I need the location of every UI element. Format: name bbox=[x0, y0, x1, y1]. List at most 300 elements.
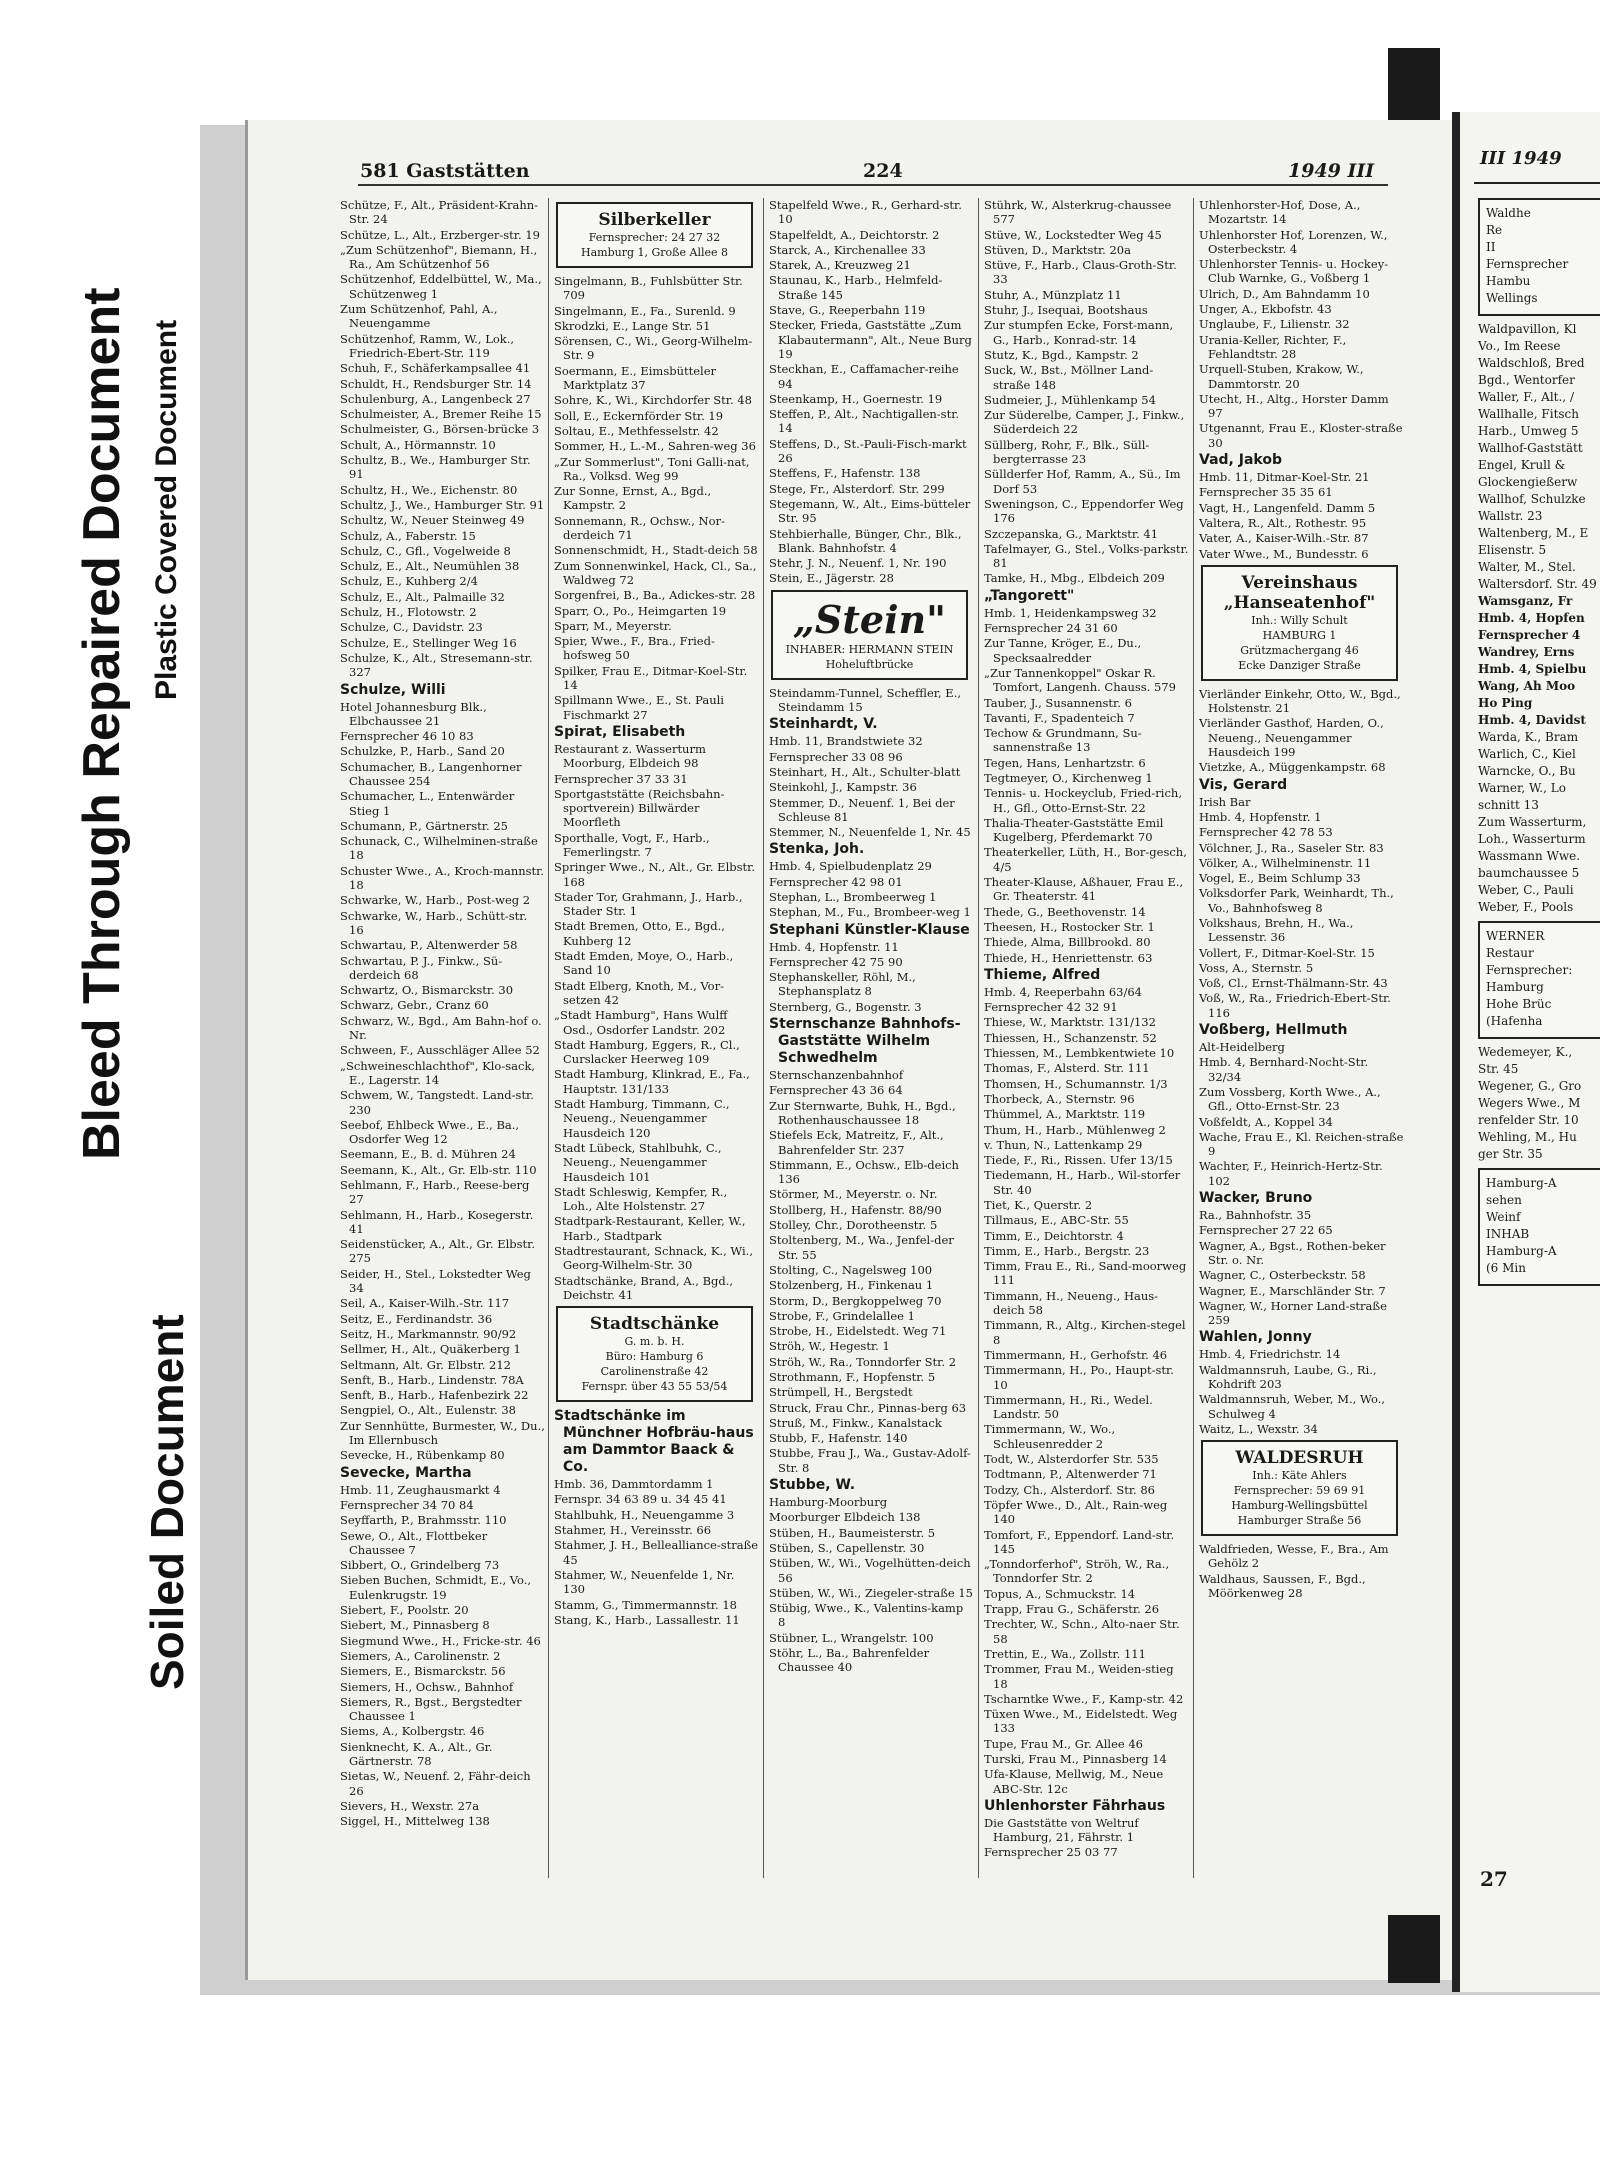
directory-entry: Steffens, F., Hafenstr. 138 bbox=[769, 466, 921, 481]
directory-entry: Schumann, P., Gärtnerstr. 25 bbox=[340, 818, 508, 833]
right-ad-box bbox=[1478, 1168, 1600, 1286]
ad-line: Fernspr. über 43 55 53/54 bbox=[581, 1380, 728, 1394]
right-entry: Weber, C., Pauli bbox=[1478, 883, 1574, 897]
directory-entry: Seider, H., Stel., Lokstedter Weg 34 bbox=[340, 1266, 531, 1296]
bleed-through-label: Bleed Through Repaired Document bbox=[73, 287, 131, 1160]
directory-entry: Starek, A., Kreuzweg 21 bbox=[769, 258, 911, 273]
directory-entry: Stüben, W., Wi., Vogelhütten-deich 56 bbox=[769, 1556, 971, 1585]
right-entry: ger Str. 35 bbox=[1478, 1147, 1543, 1161]
directory-entry: Schulz, E., Alt., Neumühlen 38 bbox=[340, 559, 520, 574]
directory-entry: Stein, E., Jägerstr. 28 bbox=[769, 571, 894, 586]
directory-entry: Tamke, H., Mbg., Elbdeich 209 bbox=[984, 571, 1165, 586]
directory-entry: Stadt Schleswig, Kempfer, R., Loh., Alte Holstenstr. 27 bbox=[554, 1184, 728, 1214]
directory-entry: Schwem, W., Tangstedt. Land-str. 230 bbox=[340, 1088, 534, 1117]
entry-heading: Sevecke, Martha bbox=[340, 1464, 472, 1481]
directory-entry: Schulz, E., Kuhberg 2/4 bbox=[340, 574, 478, 589]
right-entry: Vo., Im Reese bbox=[1478, 339, 1561, 353]
directory-entry: Fernsprecher 33 08 96 bbox=[769, 749, 903, 764]
directory-entry: Steffens, D., St.-Pauli-Fisch-markt 26 bbox=[769, 436, 967, 466]
directory-entry: Schwartau, P. J., Finkw., Sü-derdeich 68 bbox=[340, 953, 503, 982]
directory-entry: Sorgenfrei, B., Ba., Adickes-str. 28 bbox=[554, 588, 756, 603]
right-entry: baumchaussee 5 bbox=[1478, 866, 1580, 880]
directory-entry: „Zur Sommerlust", Toni Galli-nat, Ra., Volksd. Weg 99 bbox=[554, 454, 750, 483]
right-entry: Elisenstr. 5 bbox=[1478, 543, 1547, 557]
ad-line: Fernsprecher: 59 69 91 bbox=[1233, 1484, 1366, 1498]
directory-entry: Hotel Johannesburg Blk., Elbchaussee 21 bbox=[340, 699, 487, 728]
directory-entry: Hmb. 4, Reeperbahn 63/64 bbox=[984, 984, 1142, 999]
directory-entry: Fernspr. 34 63 89 u. 34 45 41 bbox=[554, 1492, 727, 1507]
directory-entry: Stüven, D., Marktstr. 20a bbox=[984, 242, 1131, 257]
directory-entry: Waitz, L., Wexstr. 34 bbox=[1199, 1421, 1318, 1436]
directory-entry: Stahmer, W., Neuenfelde 1, Nr. 130 bbox=[554, 1567, 735, 1597]
directory-entry: Strümpell, H., Bergstedt bbox=[769, 1385, 913, 1400]
directory-entry: Stadtschänke, Brand, A., Bgd., Deichstr. 41 bbox=[554, 1273, 734, 1302]
directory-entry: Stegemann, W., Alt., Eims-bütteler Str. 95 bbox=[769, 496, 971, 526]
entry-heading: Vis, Gerard bbox=[1199, 776, 1288, 793]
directory-entry: Starck, A., Kirchenallee 33 bbox=[769, 242, 926, 257]
directory-entry: Moorburger Elbdeich 138 bbox=[769, 1510, 921, 1525]
directory-entry: Springer Wwe., N., Alt., Gr. Elbstr. 168 bbox=[554, 860, 756, 889]
right-entry-heading: Wamsganz, Fr bbox=[1478, 594, 1573, 608]
directory-entry: Stöhr, L., Ba., Bahrenfelder Chaussee 40 bbox=[769, 1646, 930, 1675]
directory-entry: „Tonndorferhof", Ströh, W., Ra., Tonndorfer Str. 2 bbox=[984, 1557, 1170, 1586]
directory-entry: Stolzenberg, H., Finkenau 1 bbox=[769, 1278, 934, 1293]
directory-entry: Sehlmann, F., Harb., Reese-berg 27 bbox=[340, 1178, 530, 1207]
directory-entry: Wachter, F., Heinrich-Hertz-Str. 102 bbox=[1199, 1159, 1383, 1188]
right-entry: Wehling, M., Hu bbox=[1478, 1130, 1577, 1144]
directory-entry: Schütze, L., Alt., Erzberger-str. 19 bbox=[340, 227, 540, 242]
directory-entry: Schützenhof, Ramm, W., Lok., Friedrich-Ebert-Str. 119 bbox=[340, 331, 515, 360]
directory-entry: Stave, G., Reeperbahn 119 bbox=[769, 303, 926, 318]
directory-entry: Stahmer, J. H., Bellealliance-straße 45 bbox=[554, 1538, 759, 1567]
ad-line: HAMBURG 1 bbox=[1262, 628, 1337, 642]
directory-entry: Voß, Cl., Ernst-Thälmann-Str. 43 bbox=[1199, 976, 1388, 991]
directory-entry: Hmb. 4, Hopfenstr. 1 bbox=[1199, 809, 1322, 824]
directory-entry: Trettin, E., Wa., Zollstr. 111 bbox=[984, 1646, 1146, 1661]
directory-entry: Schulze, E., Stellinger Weg 16 bbox=[340, 635, 517, 650]
directory-entry: Tafelmayer, G., Stel., Volks-parkstr. 81 bbox=[984, 541, 1189, 571]
directory-entry: Stephanskeller, Röhl, M., Stephansplatz 8 bbox=[769, 970, 916, 999]
directory-entry: Trechter, W., Schn., Alto-naer Str. 58 bbox=[984, 1617, 1180, 1646]
directory-entry: Stemmer, D., Neuenf. 1, Bei der Schleuse 81 bbox=[769, 795, 955, 824]
directory-entry: Fernsprecher 37 33 31 bbox=[554, 771, 688, 786]
advertisement-silberkeller bbox=[556, 202, 753, 268]
directory-entry: Wagner, C., Osterbeckstr. 58 bbox=[1199, 1268, 1366, 1283]
right-entry-heading: Wandrey, Erns bbox=[1478, 645, 1575, 659]
directory-entry: Siems, A., Kolbergstr. 46 bbox=[340, 1724, 485, 1739]
directory-entry: Schultz, B., We., Hamburger Str. 91 bbox=[340, 453, 531, 482]
directory-entry: „Stadt Hamburg", Hans Wulff Osd., Osdorfer Landstr. 202 bbox=[554, 1008, 728, 1037]
directory-entry: Ra., Bahnhofstr. 35 bbox=[1199, 1208, 1312, 1223]
ad-line: Grützmachergang 46 bbox=[1240, 643, 1359, 657]
directory-entry: Thiede, Alma, Billbrookd. 80 bbox=[984, 935, 1151, 950]
directory-entry: Zum Vossberg, Korth Wwe., A., Gfl., Otto-Ernst-Str. 23 bbox=[1199, 1084, 1381, 1114]
directory-entry: Valtera, R., Alt., Rothestr. 95 bbox=[1199, 515, 1367, 530]
directory-entry: Zur Tanne, Kröger, E., Du., Specksaalredder bbox=[984, 636, 1142, 665]
ad-title: „Stein" bbox=[793, 596, 946, 642]
directory-entry: Timmermann, W., Wo., Schleusenredder 2 bbox=[984, 1422, 1116, 1451]
ad-line: Carolinenstraße 42 bbox=[600, 1365, 709, 1379]
directory-entry: Senft, B., Harb., Lindenstr. 78A bbox=[340, 1372, 524, 1387]
ad-line: Hoheluftbrücke bbox=[825, 657, 914, 671]
header-year: 1949 III bbox=[1288, 160, 1375, 182]
directory-entry: Schulz, A., Faberstr. 15 bbox=[340, 528, 476, 543]
directory-entry: Schuster Wwe., A., Kroch-mannstr. 18 bbox=[340, 863, 545, 893]
directory-entry: Tupe, Frau M., Gr. Allee 46 bbox=[984, 1736, 1143, 1751]
directory-entry: Waldmannsruh, Weber, M., Wo., Schulweg 4 bbox=[1199, 1392, 1386, 1421]
directory-entry: Stadt Bremen, Otto, E., Bgd., Kuhberg 12 bbox=[554, 919, 725, 948]
directory-entry: Timm, E., Harb., Bergstr. 23 bbox=[984, 1243, 1150, 1258]
directory-entry: Timmermann, H., Ri., Wedel. Landstr. 50 bbox=[984, 1392, 1153, 1422]
directory-entry: Stüben, W., Wi., Ziegeler-straße 15 bbox=[769, 1585, 973, 1600]
right-entry: Wedemeyer, K., bbox=[1478, 1045, 1573, 1059]
directory-entry: Steindamm-Tunnel, Scheffler, E., Steindamm 15 bbox=[769, 685, 962, 715]
directory-entry: Stephan, M., Fu., Brombeer-weg 1 bbox=[769, 905, 971, 920]
right-ad-line: Fernsprecher bbox=[1486, 257, 1569, 271]
directory-entry: Stuhr, A., Münzplatz 11 bbox=[984, 287, 1122, 302]
directory-entry: Sommer, H., L.-M., Sahren-weg 36 bbox=[554, 439, 756, 454]
right-page-header: III 1949 bbox=[1480, 148, 1562, 169]
directory-entry: Schultz, J., We., Hamburger Str. 91 bbox=[340, 497, 545, 512]
directory-entry: Vierländer Gasthof, Harden, O., Neueng., Neuengammer Hausdeich 199 bbox=[1199, 716, 1384, 760]
directory-entry: Schulz, H., Flotowstr. 2 bbox=[340, 605, 477, 620]
directory-entry: Siegmund Wwe., H., Fricke-str. 46 bbox=[340, 1633, 541, 1648]
ad-title: Vereinshaus „Hanseatenhof" bbox=[1223, 572, 1376, 613]
header-page-number: 224 bbox=[863, 160, 903, 182]
directory-entry: Sörensen, C., Wi., Georg-Wilhelm-Str. 9 bbox=[554, 334, 753, 363]
directory-entry: Voss, A., Sternstr. 5 bbox=[1199, 960, 1314, 975]
ad-line: Büro: Hamburg 6 bbox=[605, 1350, 704, 1364]
directory-entry: Fernsprecher 24 31 60 bbox=[984, 621, 1118, 636]
directory-entry: Alt-Heidelberg bbox=[1199, 1040, 1285, 1055]
directory-entry: Stührk, W., Alsterkrug-chaussee 577 bbox=[984, 198, 1172, 227]
directory-entry: Turski, Frau M., Pinnasberg 14 bbox=[984, 1751, 1167, 1766]
directory-entry: Zum Schützenhof, Pahl, A., Neuengamme bbox=[340, 302, 498, 331]
directory-entry: Vierländer Einkehr, Otto, W., Bgd., Holstenstr. 21 bbox=[1199, 686, 1401, 716]
right-page bbox=[1452, 112, 1600, 1992]
directory-entry: Fernsprecher 35 35 61 bbox=[1199, 485, 1333, 500]
right-entry-heading: Hmb. 4, Davidst bbox=[1478, 713, 1586, 727]
directory-entry: Hmb. 4, Friedrichstr. 14 bbox=[1199, 1347, 1341, 1362]
directory-entry: Stuhr, J., Isequai, Bootshaus bbox=[984, 303, 1148, 318]
directory-entry: Stang, K., Harb., Lassallestr. 11 bbox=[554, 1612, 740, 1627]
directory-entry: „Zum Schützenhof", Biemann, H., Ra., Am Schützenhof 56 bbox=[340, 242, 538, 272]
directory-entry: Staunau, K., Harb., Helmfeld-Straße 145 bbox=[769, 273, 943, 302]
ad-line: Inh.: Käte Ahlers bbox=[1252, 1469, 1347, 1483]
directory-entry: Singelmann, B., Fuhlsbütter Str. 709 bbox=[554, 274, 743, 303]
ad-line: G. m. b. H. bbox=[624, 1335, 685, 1349]
directory-entry: Sonnenschmidt, H., Stadt-deich 58 bbox=[554, 543, 758, 558]
right-page-number: 27 bbox=[1480, 1867, 1508, 1891]
directory-entry: Stübig, Wwe., K., Valentins-kamp 8 bbox=[769, 1601, 964, 1630]
directory-entry: Schwarke, W., Harb., Post-weg 2 bbox=[340, 893, 531, 908]
directory-entry: Timmann, R., Altg., Kirchen-stegel 8 bbox=[984, 1318, 1186, 1347]
directory-entry: Singelmann, E., Fa., Surenld. 9 bbox=[554, 303, 736, 318]
directory-entry: Schwartau, P., Altenwerder 58 bbox=[340, 938, 518, 953]
directory-entry: Soll, E., Eckernförder Str. 19 bbox=[554, 408, 724, 423]
binding-clip-top bbox=[1388, 48, 1440, 120]
column-3 bbox=[769, 198, 974, 1878]
directory-entry: Fernsprecher 27 22 65 bbox=[1199, 1223, 1333, 1238]
directory-entry: Stübner, L., Wrangelstr. 100 bbox=[769, 1630, 934, 1645]
directory-entry: Fernsprecher 34 70 84 bbox=[340, 1497, 474, 1512]
directory-entry: Thümmel, A., Marktstr. 119 bbox=[984, 1107, 1146, 1122]
directory-entry: Stolley, Chr., Dorotheenstr. 5 bbox=[769, 1218, 938, 1233]
right-entry: Wassmann Wwe. bbox=[1478, 849, 1581, 863]
directory-entry: Schütze, F., Alt., Präsident-Krahn-Str. 24 bbox=[340, 198, 539, 227]
directory-entry: Schween, F., Ausschläger Allee 52 bbox=[340, 1043, 540, 1058]
right-ad-line: Hohe Brüc bbox=[1486, 997, 1552, 1011]
right-ad-line: sehen bbox=[1486, 1193, 1522, 1207]
directory-entry: Zur Sternwarte, Buhk, H., Bgd., Rothenhauschaussee 18 bbox=[769, 1098, 956, 1127]
directory-entry: Stolting, C., Nagelsweg 100 bbox=[769, 1262, 933, 1277]
directory-entry: Sieben Buchen, Schmidt, E., Vo., Eulenkrugstr. 19 bbox=[340, 1573, 532, 1602]
directory-entry: Thiese, W., Marktstr. 131/132 bbox=[984, 1015, 1156, 1030]
right-entry-heading: Wang, Ah Moo bbox=[1478, 679, 1576, 693]
directory-entry: Süllderfer Hof, Ramm, A., Sü., Im Dorf 53 bbox=[984, 467, 1181, 496]
right-entry: Waltersdorf. Str. 49 bbox=[1478, 577, 1597, 591]
right-entry: Waller, F., Alt., / bbox=[1478, 390, 1574, 404]
ad-line: Fernsprecher: 24 27 32 bbox=[588, 231, 721, 244]
right-ad-line: Restaur bbox=[1486, 946, 1534, 960]
directory-entry: Timmermann, H., Gerhofstr. 46 bbox=[984, 1347, 1168, 1362]
right-ad-box bbox=[1478, 921, 1600, 1039]
directory-entry: Sibbert, O., Grindelberg 73 bbox=[340, 1558, 500, 1573]
directory-entry: Schultz, H., We., Eichenstr. 80 bbox=[340, 482, 518, 497]
directory-entry: Stehbierhalle, Bünger, Chr., Blk., Blank. Bahnhofstr. 4 bbox=[769, 526, 962, 555]
directory-entry: Theesen, H., Rostocker Str. 1 bbox=[984, 919, 1155, 934]
right-entry: Wallhalle, Fitsch bbox=[1478, 407, 1580, 421]
directory-entry: Stamm, G., Timmermannstr. 18 bbox=[554, 1597, 737, 1612]
directory-entry: v. Thun, N., Lattenkamp 29 bbox=[984, 1137, 1143, 1152]
directory-entry: Sweningson, C., Eppendorfer Weg 176 bbox=[984, 496, 1184, 526]
directory-entry: Völchner, J., Ra., Saseler Str. 83 bbox=[1199, 840, 1384, 855]
directory-entry: Vagt, H., Langenfeld. Damm 5 bbox=[1199, 500, 1376, 515]
directory-entry: Stadt Lübeck, Stahlbuhk, C., Neueng., Neuengammer Hausdeich 101 bbox=[554, 1140, 722, 1184]
directory-entry: Vogel, E., Beim Schlump 33 bbox=[1199, 871, 1361, 886]
directory-entry: Schulenburg, A., Langenbeck 27 bbox=[340, 391, 531, 406]
directory-entry: Stüve, F., Harb., Claus-Groth-Str. 33 bbox=[984, 258, 1177, 287]
directory-entry: Wagner, W., Horner Land-straße 259 bbox=[1199, 1298, 1387, 1328]
directory-entry: Ulrich, D., Am Bahndamm 10 bbox=[1199, 286, 1370, 301]
directory-entry: Stader Tor, Grahmann, J., Harb., Stader Str. 1 bbox=[554, 889, 743, 919]
right-entry: Loh., Wasserturm bbox=[1478, 832, 1586, 846]
directory-entry: Utecht, H., Altg., Horster Damm 97 bbox=[1199, 391, 1389, 421]
right-ad-line: Waldhe bbox=[1486, 206, 1531, 220]
directory-entry: Schulmeister, A., Bremer Reihe 15 bbox=[340, 407, 542, 422]
directory-entry: Stemmer, N., Neuenfelde 1, Nr. 45 bbox=[769, 825, 971, 840]
directory-entry: Timm, Frau E., Ri., Sand-moorweg 111 bbox=[984, 1259, 1187, 1288]
directory-entry: Stecker, Frieda, Gaststätte „Zum Klabautermann", Alt., Neue Burg 19 bbox=[769, 318, 972, 361]
directory-entry: Steinkohl, J., Kampstr. 36 bbox=[769, 780, 917, 795]
directory-entry: Tiedemann, H., Harb., Wil-storfer Str. 40 bbox=[984, 1168, 1181, 1197]
directory-entry: Stüben, S., Capellenstr. 30 bbox=[769, 1540, 925, 1555]
directory-entry: Ströh, W., Ra., Tonndorfer Str. 2 bbox=[769, 1354, 957, 1369]
directory-entry: Sparr, M., Meyerstr. bbox=[554, 618, 672, 633]
right-ad-line: Weinf bbox=[1486, 1210, 1521, 1224]
directory-entry: Thomsen, H., Schumannstr. 1/3 bbox=[984, 1076, 1168, 1091]
right-ad-line: Hamburg-A bbox=[1486, 1244, 1557, 1258]
entry-heading: Stephani Künstler-Klause bbox=[769, 921, 970, 938]
entry-heading: „Tangorett" bbox=[984, 587, 1075, 604]
directory-entry: Sellmer, H., Alt., Quäkerberg 1 bbox=[340, 1342, 521, 1357]
entry-heading: Sternschanze Bahnhofs-Gaststätte Wilhelm Schwedhelm bbox=[769, 1016, 961, 1067]
directory-entry: Waldfrieden, Wesse, F., Bra., Am Gehölz 2 bbox=[1199, 1542, 1389, 1571]
column-2 bbox=[554, 198, 759, 1878]
directory-entry: Tscharntke Wwe., F., Kamp-str. 42 bbox=[984, 1691, 1184, 1706]
directory-entry: Stadtpark-Restaurant, Keller, W., Harb., Stadtpark bbox=[554, 1214, 746, 1243]
directory-entry: Töpfer Wwe., D., Alt., Rain-weg 140 bbox=[984, 1497, 1168, 1527]
directory-entry: Vollert, F., Ditmar-Koel-Str. 15 bbox=[1199, 945, 1375, 960]
directory-entry: Seltmann, Alt. Gr. Elbstr. 212 bbox=[340, 1357, 511, 1372]
ad-title: Silberkeller bbox=[598, 210, 711, 230]
soiled-document-label: Soiled Document bbox=[141, 1314, 193, 1690]
directory-entry: Fernsprecher 42 75 90 bbox=[769, 954, 903, 969]
directory-entry: Thum, H., Harb., Mühlenweg 2 bbox=[984, 1122, 1166, 1137]
directory-entry: Stadt Hamburg, Klinkrad, E., Fa., Hauptstr. 131/133 bbox=[554, 1067, 750, 1096]
directory-entry: Sengpiel, O., Alt., Eulenstr. 38 bbox=[340, 1403, 516, 1418]
directory-entry: Tegtmeyer, O., Kirchenweg 1 bbox=[984, 770, 1153, 785]
right-ad-line: INHAB bbox=[1486, 1227, 1530, 1241]
directory-entry: Hmb. 4, Spielbudenplatz 29 bbox=[769, 859, 932, 874]
directory-entry: Trommer, Frau M., Weiden-stieg 18 bbox=[984, 1662, 1174, 1691]
advertisement-stein bbox=[771, 590, 968, 680]
directory-entry: Stoltenberg, M., Wa., Jenfel-der Str. 55 bbox=[769, 1233, 954, 1262]
directory-entry: Fernsprecher 46 10 83 bbox=[340, 729, 474, 744]
directory-entry: Struß, M., Finkw., Kanalstack bbox=[769, 1415, 942, 1430]
directory-entry: Völker, A., Wilhelminenstr. 11 bbox=[1199, 855, 1372, 870]
directory-entry: Stubb, F., Hafenstr. 140 bbox=[769, 1431, 908, 1446]
directory-entry: Stadt Emden, Moye, O., Harb., Sand 10 bbox=[554, 949, 734, 978]
directory-entry: Tillmaus, E., ABC-Str. 55 bbox=[984, 1213, 1129, 1228]
right-entry: Zum Wasserturm, bbox=[1478, 815, 1587, 829]
right-ad-box bbox=[1478, 198, 1600, 316]
directory-entry: Die Gaststätte von Weltruf Hamburg, 21, Fährstr. 1 bbox=[984, 1815, 1139, 1845]
directory-entry: Voß, W., Ra., Friedrich-Ebert-Str. 116 bbox=[1199, 991, 1391, 1020]
directory-entry: Stüben, H., Baumeisterstr. 5 bbox=[769, 1525, 936, 1540]
right-entry-heading: Hmb. 4, Spielbu bbox=[1478, 662, 1587, 676]
directory-entry: Thalia-Theater-Gaststätte Emil Kugelberg, Pferdemarkt 70 bbox=[984, 815, 1164, 845]
directory-entry: Wache, Frau E., Kl. Reichen-straße 9 bbox=[1199, 1129, 1404, 1159]
directory-entry: Voßfeldt, A., Koppel 34 bbox=[1199, 1114, 1333, 1129]
right-entry: Wegers Wwe., M bbox=[1478, 1096, 1581, 1110]
directory-entry: Schulze, C., Davidstr. 23 bbox=[340, 620, 483, 635]
directory-entry: Techow & Grundmann, Su-sannenstraße 13 bbox=[984, 726, 1142, 755]
directory-entry: Fernsprecher 42 78 53 bbox=[1199, 825, 1333, 840]
directory-entry: Zur Süderelbe, Camper, J., Finkw., Süderdeich 22 bbox=[984, 408, 1185, 437]
right-entry: Glockengießerw bbox=[1478, 475, 1578, 489]
directory-entry: Zum Sonnenwinkel, Hack, Cl., Sa., Waldweg 72 bbox=[554, 558, 757, 587]
directory-entry: Thiede, H., Henriettenstr. 63 bbox=[984, 950, 1153, 965]
ad-line: Hamburg-Wellingsbüttel bbox=[1231, 1499, 1368, 1513]
right-entry: Waldpavillon, Kl bbox=[1478, 322, 1577, 336]
directory-entry: Urquell-Stuben, Krakow, W., Dammtorstr. 20 bbox=[1199, 362, 1364, 391]
right-entry: Warncke, O., Bu bbox=[1478, 764, 1576, 778]
directory-entry: Thomas, F., Alsterd. Str. 111 bbox=[984, 1061, 1150, 1076]
directory-entry: Sternschanzenbahnhof bbox=[769, 1068, 904, 1083]
right-ad-line: WERNER bbox=[1486, 929, 1545, 943]
right-ad-line: Hamburg bbox=[1486, 980, 1544, 994]
directory-entry: Waldmannsruh, Laube, G., Ri., Kohdrift 203 bbox=[1199, 1362, 1377, 1391]
directory-entry: Skrodzki, E., Lange Str. 51 bbox=[554, 318, 711, 333]
directory-entry: Tiede, F., Ri., Rissen. Ufer 13/15 bbox=[984, 1153, 1173, 1168]
directory-entry: Hmb. 11, Zeughausmarkt 4 bbox=[340, 1482, 501, 1497]
directory-entry: Timmermann, H., Po., Haupt-str. 10 bbox=[984, 1363, 1174, 1392]
repaired-document-label: Repaired Document bbox=[73, 287, 131, 779]
directory-entry: Spillmann Wwe., E., St. Pauli Fischmarkt 27 bbox=[554, 693, 724, 722]
directory-entry: Stimmann, E., Ochsw., Elb-deich 136 bbox=[769, 1157, 959, 1187]
right-entry: schnitt 13 bbox=[1478, 798, 1539, 812]
directory-entry: Seitz, E., Ferdinandstr. 36 bbox=[340, 1311, 493, 1326]
directory-entry: Wagner, E., Marschländer Str. 7 bbox=[1199, 1283, 1386, 1298]
directory-entry: Hmb. 11, Ditmar-Koel-Str. 21 bbox=[1199, 470, 1370, 485]
directory-entry: Schwarz, W., Bgd., Am Bahn-hof o. Nr. bbox=[340, 1013, 542, 1043]
ad-line: Hamburg 1, Große Allee 8 bbox=[580, 246, 728, 259]
directory-entry: Uhlenhorster-Hof, Dose, A., Mozartstr. 14 bbox=[1199, 198, 1361, 227]
directory-columns bbox=[340, 198, 1404, 1878]
right-entry: Str. 45 bbox=[1478, 1062, 1519, 1076]
directory-entry: Vater Wwe., M., Bundesstr. 6 bbox=[1199, 546, 1369, 561]
directory-entry: Schwartz, O., Bismarckstr. 30 bbox=[340, 983, 514, 998]
directory-entry: Stollberg, H., Hafenstr. 88/90 bbox=[769, 1202, 942, 1217]
directory-entry: Soltau, E., Methfesselstr. 42 bbox=[554, 423, 719, 438]
directory-entry: Strobe, H., Eidelstedt. Weg 71 bbox=[769, 1324, 947, 1339]
page-header bbox=[358, 160, 1388, 186]
directory-entry: Fernsprecher 42 98 01 bbox=[769, 874, 903, 889]
advertisement-vereinshaus bbox=[1201, 565, 1398, 681]
entry-heading: Wahlen, Jonny bbox=[1199, 1329, 1312, 1346]
directory-entry: Thiessen, H., Schanzenstr. 52 bbox=[984, 1030, 1157, 1045]
directory-entry: Tomfort, F., Eppendorf. Land-str. 145 bbox=[984, 1527, 1175, 1556]
directory-entry: Schultz, W., Neuer Steinweg 49 bbox=[340, 513, 525, 528]
directory-entry: Timmann, H., Neueng., Haus-deich 58 bbox=[984, 1288, 1159, 1318]
directory-entry: Sienknecht, K. A., Alt., Gr. Gärtnerstr. 78 bbox=[340, 1739, 493, 1768]
ad-title: Stadtschänke bbox=[589, 1314, 720, 1335]
right-entry: Waldschloß, Bred bbox=[1478, 356, 1585, 370]
directory-entry: Sohre, K., Wi., Kirchdorfer Str. 48 bbox=[554, 393, 752, 408]
directory-entry: Stadt Hamburg, Timmann, C., Neueng., Neuengammer Hausdeich 120 bbox=[554, 1097, 730, 1140]
directory-entry: Stapelfeld Wwe., R., Gerhard-str. 10 bbox=[769, 198, 962, 227]
directory-entry: Stiefels Eck, Matreitz, F., Alt., Bahrenfelder Str. 237 bbox=[769, 1128, 944, 1157]
directory-entry: Senft, B., Harb., Hafenbezirk 22 bbox=[340, 1388, 529, 1403]
directory-entry: Schulz, C., Gfl., Vogelweide 8 bbox=[340, 543, 511, 558]
directory-entry: Sudmeier, J., Mühlenkamp 54 bbox=[984, 392, 1156, 407]
directory-entry: Soermann, E., Eimsbütteler Marktplatz 37 bbox=[554, 363, 717, 393]
directory-entry: Seemann, E., B. d. Mühren 24 bbox=[340, 1147, 516, 1162]
right-entry: Wallhof, Schulzke bbox=[1478, 492, 1586, 506]
directory-entry: Fernsprecher 43 36 64 bbox=[769, 1083, 903, 1098]
advertisement-waldesruh bbox=[1201, 1440, 1398, 1536]
right-entry: Wegener, G., Gro bbox=[1478, 1079, 1582, 1093]
directory-entry: Vater, A., Kaiser-Wilh.-Str. 87 bbox=[1199, 531, 1369, 546]
directory-entry: Urania-Keller, Richter, F., Fehlandtstr. 28 bbox=[1199, 332, 1347, 361]
directory-entry: Schulmeister, G., Börsen-brücke 3 bbox=[340, 422, 540, 437]
entry-heading: Stadtschänke im Münchner Hofbräu-haus am Dammtor Baack & Co. bbox=[554, 1408, 754, 1476]
right-entry-heading: Fernsprecher 4 bbox=[1478, 628, 1581, 642]
directory-entry: Siemers, E., Bismarckstr. 56 bbox=[340, 1664, 506, 1679]
plastic-covered-label: Plastic Covered Document bbox=[150, 319, 183, 700]
directory-entry: Sportgaststätte (Reichsbahn-sportverein) Billwärder Moorfleth bbox=[554, 786, 725, 830]
directory-entry: Sporthalle, Vogt, F., Harb., Femerlingstr. 7 bbox=[554, 830, 710, 859]
directory-entry: Stahlbuhk, H., Neuengamme 3 bbox=[554, 1507, 735, 1522]
right-entry: Weber, F., Pools bbox=[1478, 900, 1574, 914]
directory-entry: Uhlenhorster Tennis- u. Hockey-Club Warnke, G., Voßberg 1 bbox=[1199, 257, 1389, 286]
directory-entry: Uhlenhorster Hof, Lorenzen, W., Osterbeckstr. 4 bbox=[1199, 227, 1388, 256]
entry-heading: Spirat, Elisabeth bbox=[554, 723, 686, 740]
directory-entry: Stutz, K., Bgd., Kampstr. 2 bbox=[984, 347, 1139, 362]
entry-heading: Vad, Jakob bbox=[1199, 452, 1282, 469]
directory-entry: Fernsprecher 42 32 91 bbox=[984, 1000, 1118, 1015]
